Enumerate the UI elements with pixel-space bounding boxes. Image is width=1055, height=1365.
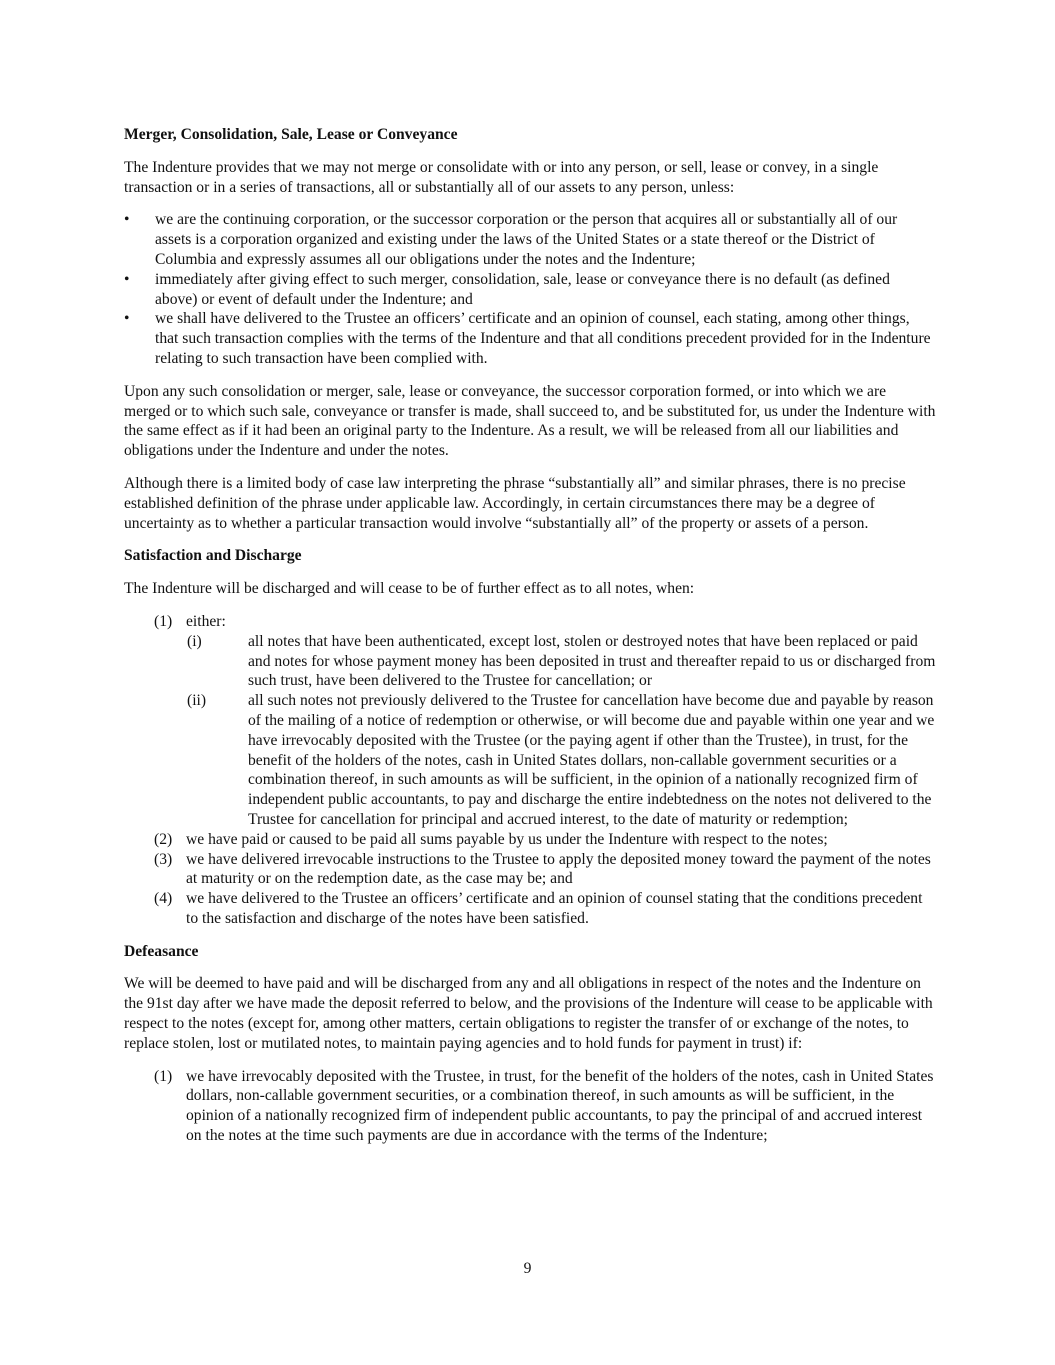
sub-list-item-text: all such notes not previously delivered to the Trustee for cancellation have become due and payable by reason of the mailing of a notice of redemption or otherwise, or will become due and payable within one year and we have irrevocably deposited with the Trustee (or the paying agent if other than the Trustee), in trust, for the benefit of the holders of the notes, cash in United States dollars, non-callable government securities or a combination thereof, in such amounts as will be sufficient, in the opinion of a nationally recognized firm of independent public accountants, to pay and discharge the entire indebtedness on the notes not delivered to the Trustee for cancellation for principal and accrued interest, to the date of maturity or redemption; — [248, 692, 935, 828]
list-item — [124, 612, 936, 830]
list-item-number: (1) — [154, 612, 173, 630]
merger-intro: The Indenture provides that we may not merge or consolidate with or into any person, or sell, lease or convey, in a single transaction or in a series of transactions, all or substantially all of our assets to any person, unless: — [124, 158, 879, 196]
list-item — [124, 270, 936, 310]
sub-list-item-text: all notes that have been authenticated, except lost, stolen or destroyed notes that have been replaced or paid and notes for whose payment money has been deposited in trust and thereafter repaid to us or discharged from such trust, have been delivered to the Trustee for cancellation; or — [248, 632, 936, 690]
bullet-icon: • — [124, 211, 130, 229]
list-item-text: we shall have delivered to the Trustee an officers’ certificate and an opinion of counsel, each stating, among other things, that such transaction complies with the terms of the Indenture and that all conditions precedent provided for in the Indenture relating to such transaction have been complied with. — [155, 310, 931, 367]
list-item-text: we have delivered irrevocable instructions to the Trustee to apply the deposited money toward the payment of the notes at maturity or on the redemption date, as the case may be; and — [186, 850, 931, 888]
list-item-text: we have irrevocably deposited with the Trustee, in trust, for the benefit of the holders of the notes, cash in United States dollars, non-callable government securities, or a combination thereof, in such amounts as will be sufficient, in the opinion of a nationally recognized firm of independent public accountants, to pay the principal of and accrued interest on the notes at the time such payments are due in accordance with the terms of the Indenture; — [186, 1067, 934, 1145]
list-item-text: we have paid or caused to be paid all sums payable by us under the Indenture with respect to the notes; — [186, 830, 828, 848]
merger-paragraph: Upon any such consolidation or merger, sale, lease or conveyance, the successor corporation formed, or into which we are merged or to which such sale, conveyance or transfer is made, shall succeed to, and be substituted for, us under the Indenture with the same effect as if it had been an original party to the Indenture. As a result, we will be released from all our liabilities and obligations under the Indenture and under the notes. — [124, 382, 936, 460]
document-page — [124, 125, 936, 1159]
bullet-icon: • — [124, 270, 130, 288]
list-item — [124, 850, 936, 890]
satisfaction-conditions-list — [124, 612, 936, 929]
list-item — [124, 889, 936, 929]
list-item — [124, 830, 936, 850]
list-item — [124, 309, 936, 368]
bullet-icon: • — [124, 310, 130, 328]
list-item-text: immediately after giving effect to such merger, consolidation, sale, lease or conveyance there is no default (as defined above) or event of default under the Indenture; and — [155, 270, 890, 308]
sub-list-item-number: (ii) — [187, 692, 207, 710]
list-item-text: we have delivered to the Trustee an officers’ certificate and an opinion of counsel stating that the conditions precedent to the satisfaction and discharge of the notes have been satisfied. — [186, 890, 923, 927]
sub-list-item-number: (i) — [187, 632, 202, 650]
merger-conditions-list — [124, 210, 936, 368]
list-item-number: (2) — [154, 830, 173, 848]
merger-heading: Merger, Consolidation, Sale, Lease or Conveyance — [124, 126, 458, 143]
sub-list — [186, 632, 936, 830]
sub-list-item — [124, 691, 936, 830]
satisfaction-heading: Satisfaction and Discharge — [124, 547, 302, 565]
merger-paragraph: Although there is a limited body of case law interpreting the phrase “substantially all” and similar phrases, there is no precise established definition of the phrase under applicable law. Accordingly, in certain circumstances there may be a degree of uncertainty as to whether a particular transaction would involve “substantially all” of the property or assets of a person. — [124, 474, 906, 532]
defeasance-intro: We will be deemed to have paid and will be discharged from any and all obligations in respect of the notes and the Indenture on the 91st day after we have made the deposit referred to below, and the provisions of the Indenture will cease to be applicable with respect to the notes (except for, among other matters, certain obligations to register the transfer of or exchange of the notes, to replace stolen, lost or mutilated notes, to maintain paying agencies and to hold funds for payment in trust) if: — [124, 975, 933, 1052]
list-item-text: either: — [186, 612, 226, 630]
list-item-text: we are the continuing corporation, or the successor corporation or the person that acquires all or substantially all of our assets is a corporation organized and existing under the laws of the United States or a state thereof or the District of Columbia and expressly assumes all our obligations under the notes and the Indenture; — [155, 211, 898, 268]
satisfaction-intro: The Indenture will be discharged and will cease to be of further effect as to all notes, when: — [124, 580, 695, 598]
page-number: 9 — [523, 1260, 532, 1277]
list-item-number: (1) — [154, 1067, 173, 1085]
list-item — [124, 1067, 936, 1146]
list-item-number: (4) — [154, 890, 173, 908]
list-item-number: (3) — [154, 850, 173, 868]
defeasance-heading: Defeasance — [124, 942, 199, 960]
sub-list-item — [124, 632, 936, 691]
defeasance-conditions-list — [124, 1067, 936, 1146]
list-item — [124, 210, 936, 269]
